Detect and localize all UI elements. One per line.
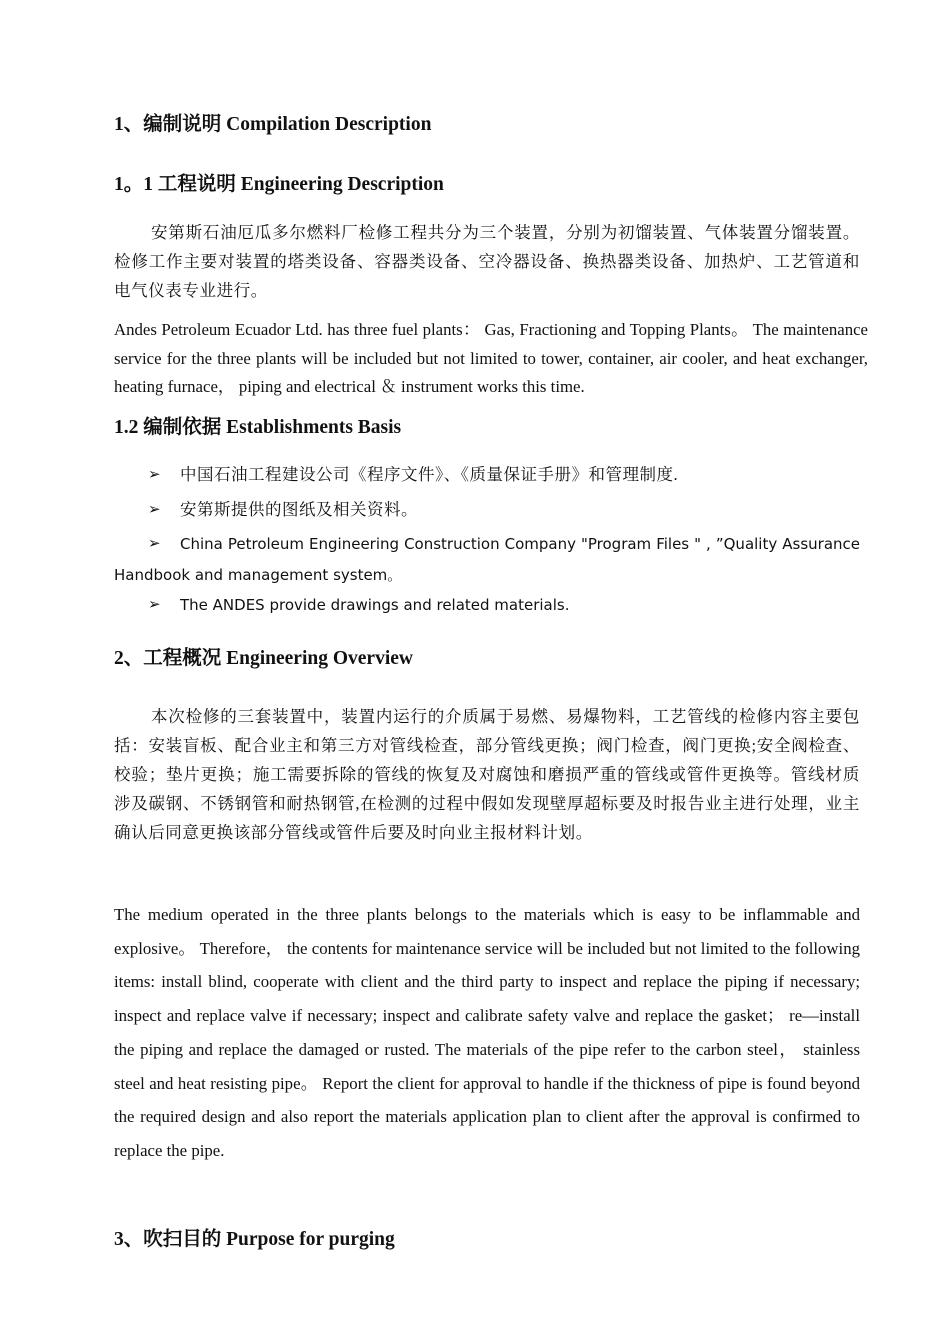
basis-list-item-text: 安第斯提供的图纸及相关资料。 xyxy=(180,500,418,519)
arrow-bullet-icon: ➢ xyxy=(148,467,161,483)
section-1-1-english-paragraph: Andes Petroleum Ecuador Ltd. has three fuel plants： Gas, Fractioning and Topping Plants。 The maintenance service for the three plants will be included but not limited to tower, container, air cooler, and heat exchanger, heating furnace， piping and electrical ＆ instrument works this time. xyxy=(114,320,868,396)
section-3-heading: 3、吹扫目的 Purpose for purging xyxy=(114,1229,395,1250)
arrow-bullet-icon: ➢ xyxy=(148,536,161,552)
basis-list-item xyxy=(114,529,860,591)
section-1-heading: 1、编制说明 Compilation Description xyxy=(114,114,432,135)
basis-list-item xyxy=(114,499,860,521)
arrow-bullet-icon: ➢ xyxy=(148,597,161,613)
arrow-bullet-icon: ➢ xyxy=(148,502,161,518)
section-2-english-paragraph: The medium operated in the three plants belongs to the materials which is easy to be inflammable and explosive。 Therefore， the contents for maintenance service will be included but not limited to the following items: install blind, cooperate with client and the third party to inspect and replace the piping if necessary; inspect and replace valve if necessary; inspect and calibrate safety valve and replace the gasket； re—install the piping and replace the damaged or rusted. The materials of the pipe refer to the carbon steel， stainless steel and heat resisting pipe。 Report the client for approval to handle if the thickness of pipe is found beyond the required design and also report the materials application plan to client after the approval is confirmed to replace the pipe. xyxy=(114,905,860,1160)
section-1-1-chinese-paragraph: 安第斯石油厄瓜多尔燃料厂检修工程共分为三个装置，分别为初馏装置、气体装置分馏装置。检修工作主要对装置的塔类设备、容器类设备、空冷器设备、换热器类设备、加热炉、工艺管道和电气仪表专业进行。 xyxy=(114,223,860,300)
basis-list-item xyxy=(114,594,860,616)
section-1-2-heading: 1.2 编制依据 Establishments Basis xyxy=(114,417,402,438)
section-2-heading: 2、工程概况 Engineering Overview xyxy=(114,648,413,669)
section-1-1-heading: 1。1 工程说明 Engineering Description xyxy=(114,174,444,195)
basis-list-item-text: The ANDES provide drawings and related materials. xyxy=(180,596,570,614)
basis-list-item-text: 中国石油工程建设公司《程序文件》、《质量保证手册》和管理制度. xyxy=(180,465,679,484)
basis-list-item xyxy=(114,464,860,486)
section-2-chinese-paragraph: 本次检修的三套装置中，装置内运行的介质属于易燃、易爆物料，工艺管线的检修内容主要包括：安装盲板、配合业主和第三方对管线检查，部分管线更换；阀门检查，阀门更换;安全阀检查、校验；垫片更换；施工需要拆除的管线的恢复及对腐蚀和磨损严重的管线或管件更换等。管线材质涉及碳钢、不锈钢管和耐热钢管,在检测的过程中假如发现壁厚超标要及时报告业主进行处理，业主确认后同意更换该部分管线或管件后要及时向业主报材料计划。 xyxy=(114,707,860,842)
basis-list-item-text: China Petroleum Engineering Construction Company "Program Files " , ”Quality Assurance Handbook and management system。 xyxy=(114,535,860,584)
